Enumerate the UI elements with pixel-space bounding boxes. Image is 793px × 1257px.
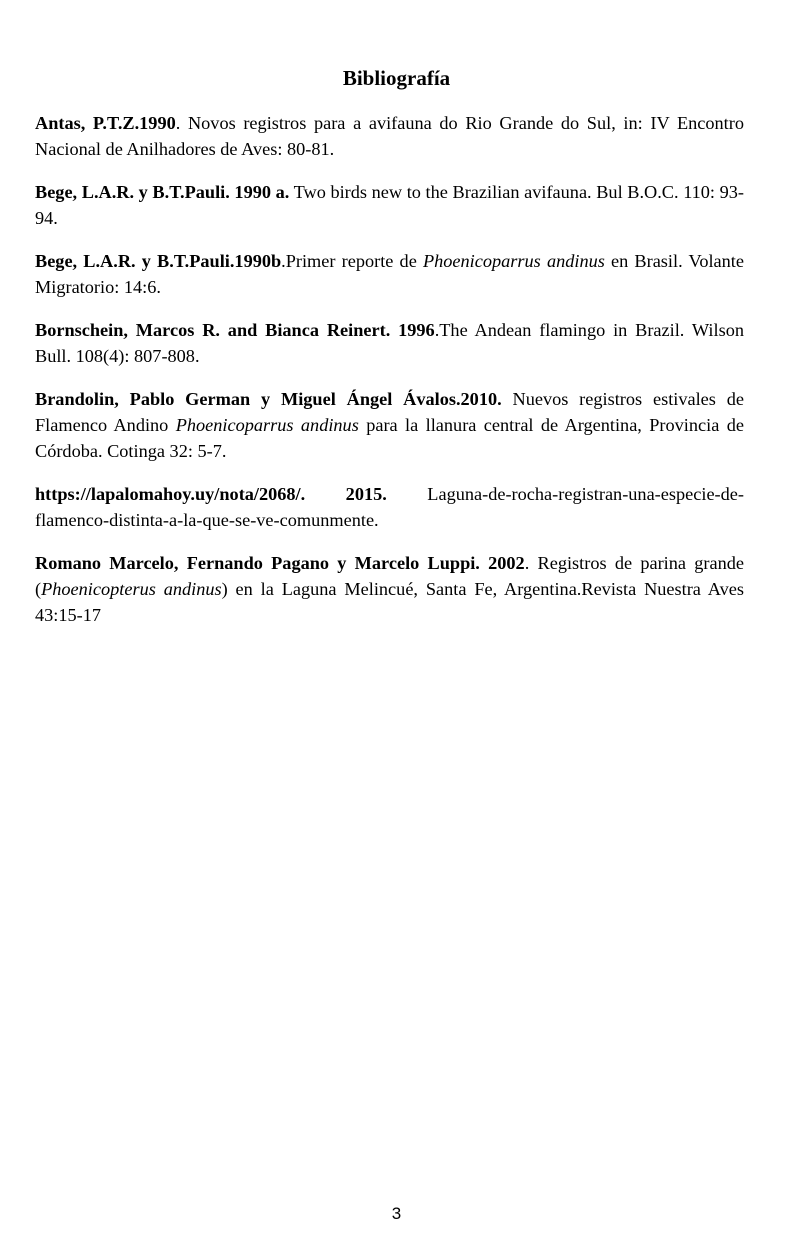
bibliography-entry: [35, 481, 744, 533]
entry-text: para la llanura central de Argentina, Provincia de Córdoba. Cotinga 32: 5-7.: [35, 415, 744, 461]
bibliography-entry: [35, 248, 744, 300]
bibliography-list: [35, 110, 744, 645]
entry-authors: Bege, L.A.R. y B.T.Pauli. 1990 a.: [35, 182, 290, 202]
entry-text: . Registros de parina grande (: [35, 553, 744, 599]
entry-text: Laguna-de-rocha-registran-una-especie-de-flamenco-distinta-a-la-que-se-ve-comunmente.: [35, 484, 744, 530]
entry-text: Nuevos registros estivales de Flamenco Andino: [35, 389, 744, 435]
entry-authors: Romano Marcelo, Fernando Pagano y Marcelo Luppi. 2002: [35, 553, 525, 573]
page-number: 3: [391, 1204, 402, 1223]
entry-text: ) en la Laguna Melincué, Santa Fe, Argentina.Revista Nuestra Aves 43:15-17: [35, 579, 744, 625]
bibliography-entry: [35, 179, 744, 231]
entry-text: .The Andean flamingo in Brazil. Wilson Bull. 108(4): 807-808.: [35, 320, 744, 366]
entry-authors: Bornschein, Marcos R. and Bianca Reinert. 1996: [35, 320, 435, 340]
entry-species-name: Phoenicopterus andinus: [41, 579, 222, 599]
entry-text: . Novos registros para a avifauna do Rio Grande do Sul, in: IV Encontro Nacional de Anilhadores de Aves: 80-81.: [35, 113, 744, 159]
entry-species-name: Phoenicoparrus andinus: [422, 251, 605, 271]
entry-authors: Brandolin, Pablo German y Miguel Ángel Ávalos.2010.: [35, 389, 502, 409]
entry-text: Two birds new to the Brazilian avifauna. Bul B.O.C. 110: 93-94.: [35, 182, 744, 228]
bibliography-entry: [35, 110, 744, 162]
entry-text: en Brasil. Volante Migratorio: 14:6.: [35, 251, 744, 297]
entry-species-name: Phoenicoparrus andinus: [175, 415, 359, 435]
bibliography-entry: [35, 317, 744, 369]
bibliography-entry: [35, 550, 744, 628]
page-title: Bibliografía: [342, 66, 451, 90]
entry-source-url: https://lapalomahoy.uy/nota/2068/. 2015.: [35, 484, 387, 504]
entry-authors: Antas, P.T.Z.1990: [35, 113, 176, 133]
bibliography-entry: [35, 386, 744, 464]
entry-text: .Primer reporte de: [281, 251, 423, 271]
entry-authors: Bege, L.A.R. y B.T.Pauli.1990b: [35, 251, 282, 271]
